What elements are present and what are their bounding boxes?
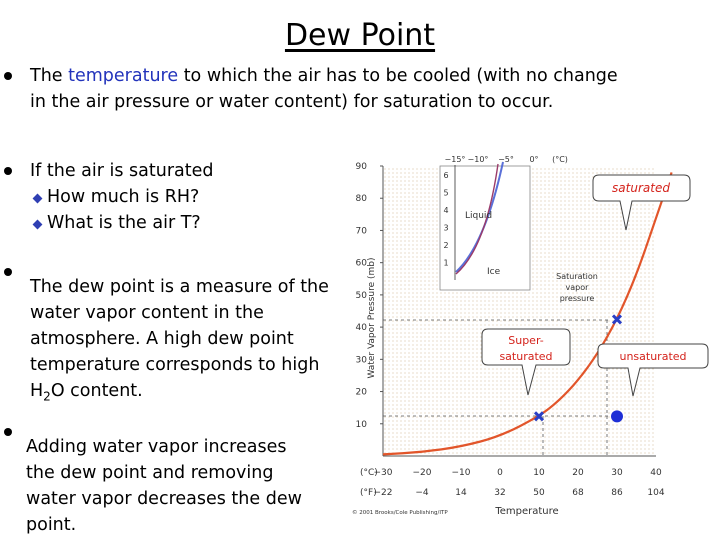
x-axis-label: Temperature [495,506,559,517]
definition-text-end: to which the air has to be cooled (with no change in the air pressure or water content) for saturation to occur. [30,66,618,112]
inset-top-tick-labels [445,155,568,164]
x-tick-label-c: 20 [572,468,584,478]
x-tick-label-f: −4 [415,488,429,498]
inset-right-tick: 4 [443,206,449,215]
y-tick-label: 10 [355,419,367,430]
inset-top-tick: 0° [529,155,539,164]
x-tick-label-f: 50 [533,488,545,498]
x-tick-label-c: −20 [412,468,432,478]
callout-super-line-2: saturated [499,350,553,363]
y-tick-label: 90 [355,162,367,172]
inset-top-tick: −15° [444,155,466,164]
inset-right-tick: 6 [443,171,449,180]
x-tick-label-c: −30 [373,468,393,478]
dew-measure-text-end: O content. [50,381,143,401]
y-tick-label: 50 [355,290,367,301]
y-tick-label: 60 [355,258,367,269]
caption-line-2: vapor [565,283,589,292]
callout-super-line-1: Super- [508,334,544,347]
x-tick-label-c: (°C) [360,468,378,478]
inset-right-tick: 1 [443,258,449,268]
copyright-note: © 2001 Brooks/Cole Publishing/ITP [352,510,448,516]
definition-text-start: The [30,66,69,86]
inset-right-tick: 3 [443,223,449,233]
inset-chart-frame [440,166,530,290]
y-tick-label: 30 [355,355,367,366]
marker-unsaturated-dot [611,410,623,422]
liquid-label: Liquid [465,211,493,221]
ice-label: Ice [487,267,501,277]
y-tick-label: 40 [355,323,367,334]
x-tick-label-f: 14 [455,488,467,498]
dew-measure-subscript: 2 [43,389,51,404]
x-tick-label-c: 40 [650,468,662,478]
x-tick-label-f: 86 [611,488,623,498]
caption-line-1: Saturation [556,272,598,281]
inset-right-tick: 5 [443,188,449,198]
y-axis-label: Water Vapor Pressure (mb) [367,257,377,379]
x-tick-label-c: 30 [611,468,623,478]
inset-top-tick: −5° [498,155,514,164]
x-tick-label-f: 32 [494,488,506,498]
callout-saturated-text: saturated [612,181,670,195]
inset-top-tick: −10° [467,155,489,164]
x-tick-label-f: (°F) [360,488,377,498]
dew-measure-text: The dew point is a measure of the water vapor content in the atmosphere. A high dew point temperature corresponds to high H [30,277,329,401]
y-tick-label: 20 [355,387,367,398]
y-tick-label: 80 [355,194,367,205]
inset-right-tick: 2 [443,241,449,250]
definition-highlight: temperature [68,66,179,86]
x-tick-label-f: −22 [373,488,393,498]
sub-item-rh-text: How much is RH? [47,187,200,207]
x-tick-label-c: 10 [533,468,545,478]
inset-top-tick: (°C) [552,155,568,164]
callout-unsaturated-text: unsaturated [619,350,687,363]
x-tick-labels [360,468,665,498]
sub-item-air-t-text: What is the air T? [47,213,201,233]
x-tick-label-c: −10 [451,468,471,478]
caption-line-3: pressure [559,294,595,303]
y-tick-label: 70 [355,226,367,237]
x-tick-label-f: 104 [647,488,665,498]
saturated-lead-text: If the air is saturated [30,161,214,181]
x-tick-label-f: 68 [572,488,584,498]
x-tick-label-c: 0 [497,468,503,478]
slide-title: Dew Point [284,18,436,53]
paragraph-adding-vapor: Adding water vapor increases the dew point and removing water vapor decreases the dew point. [26,437,302,535]
